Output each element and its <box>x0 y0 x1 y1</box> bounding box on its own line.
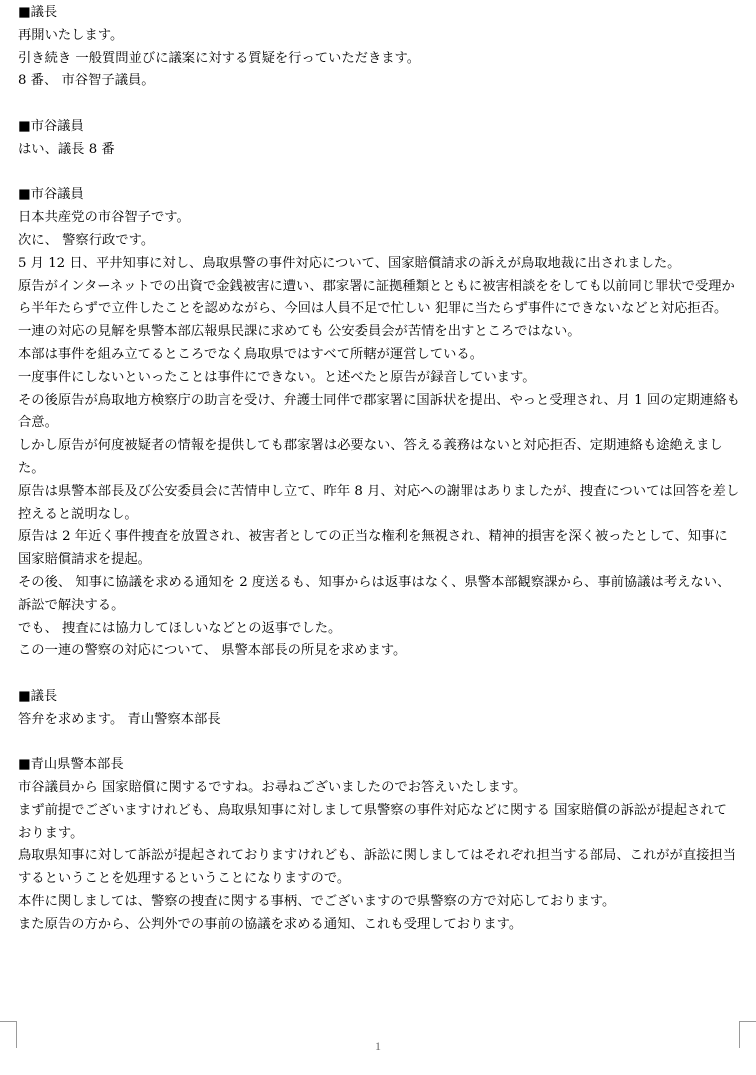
speech-paragraph: 鳥取県知事に対して訴訟が提起されておりますけれども、訴訟に関しましてはそれぞれ担当する部局、これがが直接担当するということを処理するということになりますので。 <box>18 848 737 887</box>
speech-line: 市谷議員から 国家賠償に関するですね。お尋ねございましたのでお答えいたします。 <box>18 780 527 796</box>
speech-line: 次に、 警察行政です。 <box>18 232 155 248</box>
speaker-heading: ■市谷議員 <box>18 118 84 134</box>
speech-line: 8 番、 市谷智子議員。 <box>18 73 155 89</box>
speech-line: この一連の警察の対応について、 県警本部長の所見を求めます。 <box>18 643 407 659</box>
speech-paragraph: その後原告が鳥取地方検察庁の助言を受け、弁護士同伴で郡家署に国訴状を提出、やっと受理され、月 1 回の定期連絡も合意。 <box>18 392 740 431</box>
speaker-heading: ■議長 <box>18 688 58 704</box>
document-body <box>18 2 740 937</box>
speech-line: 再開いたします。 <box>18 27 124 43</box>
blank-line <box>18 162 740 185</box>
blank-line <box>18 663 740 686</box>
speech-line: 一連の対応の見解を県警本部広報県民課に求めても 公安委員会が苦情を出すところではない。 <box>18 324 581 340</box>
speech-line: 本件に関しましては、警察の捜査に関する事柄、でございますので県警察の方で対応しております。 <box>18 894 616 910</box>
speech-block-chair-1 <box>18 2 740 93</box>
speech-line: 一度事件にしないといったことは事件にできない。と述べたと原告が録音しています。 <box>18 369 536 385</box>
speech-paragraph: 5 月 12 日、平井知事に対し、鳥取県警の事件対応について、国家賠償請求の訴えが鳥取地裁に出されました。 <box>18 255 681 271</box>
speech-line: また原告の方から、公判外での事前の協議を求める通知、これも受理しております。 <box>18 916 523 932</box>
speech-line: はい、議長 8 番 <box>18 141 115 157</box>
speech-paragraph: まず前提でございますけれども、鳥取県知事に対しまして県警察の事件対応などに関する 国家賠償の訴訟が提起されております。 <box>18 802 727 841</box>
speech-block-chair-2 <box>18 686 740 732</box>
speech-paragraph: 原告は県警本部長及び公安委員会に苦情申し立て、昨年 8 月、対応への謝罪はありましたが、捜査については回答を差し控えると説明なし。 <box>18 483 740 522</box>
speaker-heading: ■議長 <box>18 5 58 20</box>
speaker-heading: ■市谷議員 <box>18 187 84 203</box>
speech-block-aoyama <box>18 754 740 936</box>
speech-line: 引き続き 一般質問並びに議案に対する質疑を行っていただきます。 <box>18 50 421 66</box>
page-number: 1 <box>375 1039 381 1053</box>
speech-paragraph: 原告は 2 年近く事件捜査を放置され、被害者としての正当な権利を無視され、精神的損害を深く被ったとして、知事に国家賠償請求を提起。 <box>18 529 728 568</box>
speech-line: 本部は事件を組み立てるところでなく鳥取県ではすべて所轄が運営している。 <box>18 346 483 362</box>
blank-line <box>18 93 740 116</box>
speech-paragraph: その後、 知事に協議を求める通知を 2 度送るも、知事からは返事はなく、県警本部観察課から、事前協議は考えない、訴訟で解決する。 <box>18 574 731 613</box>
speech-paragraph: しかし原告が何度被疑者の情報を提供しても郡家署は必要ない、答える義務はないと対応拒否、定期連絡も途絶えました。 <box>18 438 723 476</box>
blank-line <box>18 732 740 755</box>
speech-line: 答弁を求めます。 青山警察本部長 <box>18 711 221 727</box>
speech-line: でも、 捜査には協力してほしいなどとの返事でした。 <box>18 620 342 636</box>
speech-block-ichitani-1 <box>18 116 740 162</box>
speech-line: 日本共産党の市谷智子です。 <box>18 210 190 226</box>
speech-paragraph: 原告がインターネットでの出資で金銭被害に遭い、郡家署に証拠種類とともに被害相談ををしても以前同じ罪状で受理から半年たらずで立件したことを認めながら、今回は人員不足で忙しい 犯罪に当たらず事件にできないなどと対応拒否。 <box>18 278 735 317</box>
speech-block-ichitani-2 <box>18 184 740 663</box>
speaker-heading: ■青山県警本部長 <box>18 757 124 773</box>
